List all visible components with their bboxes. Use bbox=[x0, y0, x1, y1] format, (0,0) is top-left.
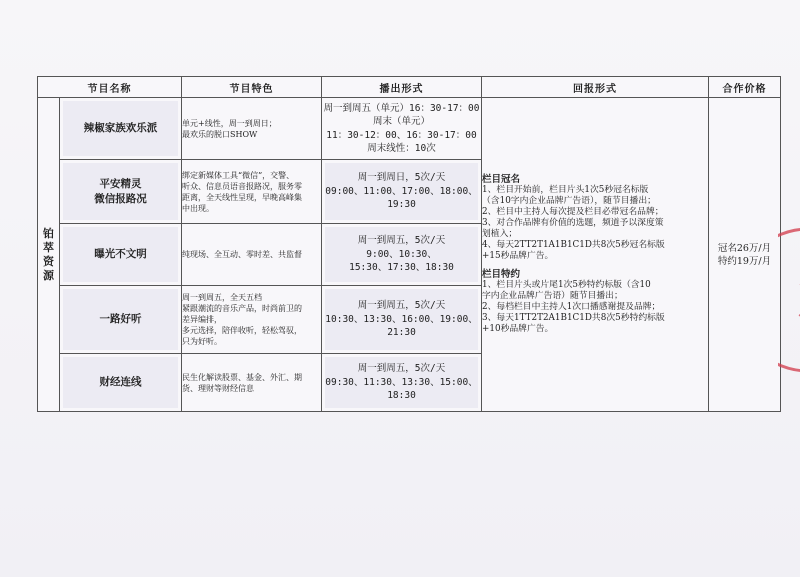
program-feature-line: 紧跟潮流的音乐产品，时尚前卫的 bbox=[182, 304, 302, 313]
program-feature-line: 中出现。 bbox=[182, 203, 214, 213]
program-feature-cell bbox=[182, 354, 322, 412]
header-row bbox=[38, 77, 781, 98]
program-feature-cell bbox=[182, 286, 322, 354]
broadcast-time-line: 18:30 bbox=[387, 390, 416, 402]
header-price: 合作价格 bbox=[709, 77, 781, 98]
program-format-cell bbox=[322, 160, 482, 224]
program-feature-line: 民生化解读股票、基金、外汇、期 bbox=[182, 372, 302, 382]
broadcast-time-line: 周一到周日，5次/天 bbox=[357, 172, 446, 184]
program-feature-line: 最欢乐的脱口SHOW bbox=[182, 129, 258, 139]
program-feature-line: 货、理财等财经信息 bbox=[182, 383, 254, 393]
program-feature-cell bbox=[182, 224, 322, 286]
broadcast-time-line: 09:30、11:30、13:30、15:00、 bbox=[325, 376, 478, 388]
rate-table bbox=[37, 76, 781, 412]
broadcast-time-line: 11：30-12：00、16：30-17：00 bbox=[326, 129, 477, 141]
header-name: 节目名称 bbox=[38, 77, 182, 98]
return-item: 划植入； bbox=[482, 229, 518, 239]
price-line: 特约19万/月 bbox=[717, 255, 772, 267]
return-item: 3、对合作品牌有价值的选题，频道予以深度策 bbox=[482, 218, 664, 228]
price-cell bbox=[709, 98, 781, 412]
return-item: 1、栏目片头或片尾1次5秒特约标版（含10 bbox=[482, 280, 651, 290]
header-format: 播出形式 bbox=[322, 77, 482, 98]
program-name: 一路好听 bbox=[99, 313, 142, 325]
broadcast-time-line: 19:30 bbox=[387, 199, 416, 211]
return-item: 2、每档栏目中主持人1次口播感谢提及品牌； bbox=[482, 302, 661, 312]
program-feature-cell bbox=[182, 98, 322, 160]
program-feature-line: 单元+线性，周一到周日； bbox=[182, 118, 277, 128]
return-item: +10秒品牌广告。 bbox=[482, 324, 554, 334]
program-feature-line: 距离，全天线性呈现，早晚高峰集 bbox=[182, 192, 302, 202]
return-item: 字内企业品牌广告语）随节目播出； bbox=[482, 291, 623, 301]
program-format-cell bbox=[322, 224, 482, 286]
return-title-sponsorship: 栏目冠名 bbox=[482, 174, 521, 185]
program-name: 辣椒家族欢乐派 bbox=[83, 122, 158, 134]
program-name-cell bbox=[60, 98, 182, 160]
program-name: 微信报路况 bbox=[94, 192, 147, 205]
program-name: 曝光不文明 bbox=[94, 248, 147, 260]
return-item: 1、栏目开始前，栏目片头1次5秒冠名标版 bbox=[482, 185, 649, 195]
program-feature-line: 绑定新媒体工具“微信”，交警、 bbox=[182, 170, 295, 180]
broadcast-time-line: 周一到周五，5次/天 bbox=[357, 300, 446, 312]
broadcast-time-line: 09:00、11:00、17:00、18:00、 bbox=[325, 185, 478, 197]
return-item: 4、每天2TT2T1A1B1C1D共8次5秒冠名标版 bbox=[482, 240, 665, 250]
program-format-cell bbox=[322, 286, 482, 354]
broadcast-time-line: 10:30、13:30、16:00、19:00、 bbox=[325, 313, 478, 325]
header-return: 回报形式 bbox=[482, 77, 709, 98]
broadcast-time-line: 15:30、17:30、18:30 bbox=[349, 262, 454, 274]
broadcast-time-line: 周末（单元） bbox=[372, 116, 430, 127]
program-name: 财经连线 bbox=[99, 376, 142, 388]
return-item: 2、栏目中主持人每次提及栏目必带冠名品牌； bbox=[482, 207, 664, 217]
program-format-cell bbox=[322, 354, 482, 412]
program-feature-line: 差异编排， bbox=[182, 315, 222, 324]
return-title-special: 栏目特约 bbox=[482, 269, 521, 280]
return-item: +15秒品牌广告。 bbox=[482, 251, 554, 261]
header-feature: 节目特色 bbox=[182, 77, 322, 98]
return-form-cell bbox=[482, 98, 709, 412]
program-feature-line: 周一到周五，全天五档 bbox=[182, 293, 262, 302]
program-feature-line: 听众、信息员语音报路况，服务零 bbox=[182, 181, 302, 191]
return-item: （含10字内企业品牌广告语），随节目播出； bbox=[482, 196, 656, 206]
program-name: 平安精灵 bbox=[99, 177, 142, 190]
broadcast-time-line: 周一到周五（单元）16：30-17：00 bbox=[323, 102, 480, 114]
program-feature-cell bbox=[182, 160, 322, 224]
broadcast-time-line: 周末线性：10次 bbox=[367, 143, 436, 154]
program-feature-line: 只为好听。 bbox=[182, 337, 222, 346]
program-format-cell bbox=[322, 98, 482, 160]
return-item: 3、每天1TT2T2A1B1C1D共8次5秒特约标版 bbox=[482, 313, 665, 323]
program-name-cell bbox=[60, 160, 182, 224]
category-label: 铂萃资源 bbox=[43, 226, 54, 282]
program-name-cell bbox=[60, 224, 182, 286]
broadcast-time-line: 周一到周五，5次/天 bbox=[357, 235, 446, 247]
program-feature-line: 多元选择，陪伴收听，轻松驾驭， bbox=[182, 326, 302, 335]
category-cell bbox=[38, 98, 60, 412]
program-name-cell bbox=[60, 286, 182, 354]
price-line: 冠名26万/月 bbox=[717, 242, 772, 254]
table-row bbox=[38, 98, 781, 160]
program-name-cell bbox=[60, 354, 182, 412]
broadcast-time-line: 周一到周五，5次/天 bbox=[357, 363, 446, 375]
broadcast-time-line: 9:00、10:30、 bbox=[366, 248, 437, 260]
program-feature-line: 纯现场、全互动、零时差、共监督 bbox=[182, 250, 302, 259]
broadcast-time-line: 21:30 bbox=[387, 327, 416, 339]
